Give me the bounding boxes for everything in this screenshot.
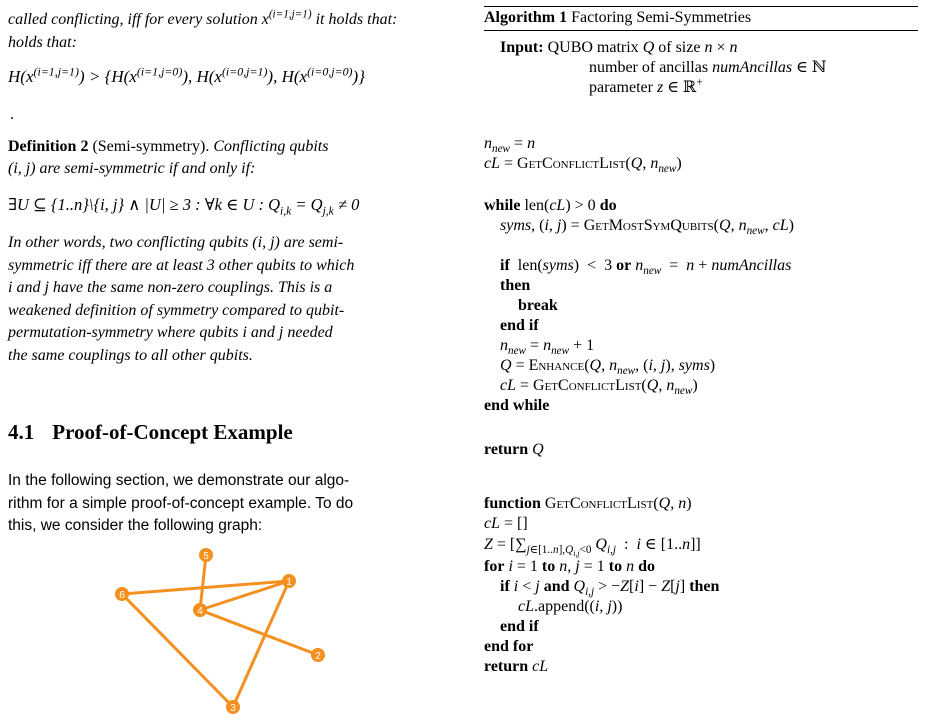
algorithm-caption-rule bbox=[484, 30, 918, 31]
algo-increment: $n_{new} = n_{new} + 1$ bbox=[500, 337, 595, 358]
algorithm-box bbox=[484, 0, 920, 720]
algo-append: cL.append((i, j)) bbox=[518, 598, 623, 615]
definition-name: (Semi-symmetry). bbox=[92, 138, 210, 155]
algorithm-top-rule bbox=[484, 6, 918, 7]
definition-text-b: (i, j) are semi-symmetric if and only if: bbox=[8, 160, 256, 177]
graph-node-label: 6 bbox=[119, 590, 125, 601]
formula-period: . bbox=[10, 106, 14, 123]
algo-line-1: $n_{new} = n$ bbox=[484, 135, 536, 156]
algo-end-if: end if bbox=[500, 317, 539, 334]
text-line: rithm for a simple proof-of-concept example. To do bbox=[8, 494, 354, 512]
algorithm-caption bbox=[484, 8, 751, 28]
algo-enhance: Q = Enhance(Q, $n_{new}$, (i, j), syms) bbox=[500, 357, 716, 378]
graph-node-label: 3 bbox=[230, 703, 236, 714]
algo-return-cl: return cL bbox=[484, 658, 549, 675]
text-line: In other words, two conflicting qubits (i, j) are semi- bbox=[8, 234, 344, 251]
algo-while: while len(cL) > 0 do bbox=[484, 197, 617, 214]
definition-label: Definition 2 bbox=[8, 138, 89, 155]
algo-function: function GetConflictList(Q, n) bbox=[484, 495, 692, 512]
algo-line-2: cL = GetConflictList(Q, $n_{new}$) bbox=[484, 155, 682, 176]
input-line-2: number of ancillas numAncillas ∈ ℕ bbox=[589, 59, 827, 76]
algo-return-q: return Q bbox=[484, 441, 544, 458]
section-heading bbox=[8, 420, 293, 445]
other-words-paragraph bbox=[8, 232, 486, 367]
edge-6-1 bbox=[122, 581, 289, 594]
intro-sup: (i=1,j=1) bbox=[268, 8, 312, 21]
algo-syms: syms, (i, j) = GetMostSymQubits(Q, $n_{new}$, cL) bbox=[500, 217, 794, 238]
algo-conflict-update: cL = GetConflictList(Q, $n_{new}$) bbox=[500, 377, 698, 398]
text-line: In the following section, we demonstrate our algo- bbox=[8, 472, 350, 489]
definition-1-tail bbox=[8, 8, 486, 54]
algo-then: then bbox=[500, 277, 531, 294]
conflict-formula: $H(x^{(i=1,j=1)}) > \{H(x^{(i=1,j=0)})$, $H(x^{(i=0,j=1)})$, $H(x^{(i=0,j=0)})$} bbox=[8, 64, 365, 86]
edge-1-3 bbox=[233, 581, 289, 707]
intro-holds: holds that: bbox=[8, 34, 77, 51]
algo-break: break bbox=[518, 297, 558, 314]
section-title: Proof-of-Concept Example bbox=[52, 420, 293, 444]
algo-end-for: end for bbox=[484, 638, 534, 655]
text-line: permutation-symmetry where qubits i and j needed bbox=[8, 324, 333, 341]
algo-end-while: end while bbox=[484, 397, 550, 414]
algo-inner-if: if i < j and $Q_{i,j} > -Z[i] - Z[j]$ then bbox=[500, 578, 720, 599]
section-number: 4.1 bbox=[8, 420, 35, 444]
algorithm-label: Algorithm 1 bbox=[484, 9, 568, 26]
edge-4-5 bbox=[200, 555, 206, 610]
graph-node-label: 5 bbox=[203, 551, 209, 562]
section-paragraph bbox=[8, 470, 486, 538]
semi-symmetry-formula: ∃U ⊆ {1..n}\{i, j} ∧ |U| ≥ 3 : ∀k ∈ U : $Q_{i,k} = Q_{j,k} \ne 0$ bbox=[8, 195, 360, 218]
example-graph bbox=[8, 535, 490, 720]
algo-cl-init: cL = [] bbox=[484, 515, 528, 532]
algorithm-title: Factoring Semi-Symmetries bbox=[571, 9, 752, 26]
intro-text: called conflicting, iff for every solution x bbox=[8, 11, 269, 28]
intro-tail: it holds that: bbox=[311, 11, 398, 28]
text-line: i and j have the same non-zero couplings. This is a bbox=[8, 279, 333, 296]
text-line: weakened definition of symmetry compared to qubit- bbox=[8, 301, 345, 319]
algo-inner-end-if: end if bbox=[500, 618, 539, 635]
text-line: this, we consider the following graph: bbox=[8, 517, 263, 534]
input-label: Input: bbox=[500, 39, 544, 56]
input-line-3: parameter z ∈ ℝ+ bbox=[589, 76, 703, 96]
text-line: the same couplings to all other qubits. bbox=[8, 346, 253, 364]
algo-for: for i = 1 to n, j = 1 to n do bbox=[484, 558, 655, 575]
text-line: symmetric iff there are at least 3 other qubits to which bbox=[8, 256, 355, 274]
graph-node-label: 2 bbox=[315, 651, 321, 662]
definition-text-a: Conflicting qubits bbox=[213, 138, 329, 155]
graph-node-label: 4 bbox=[197, 606, 203, 617]
edge-6-3 bbox=[122, 594, 233, 707]
algo-if: if len(syms) < 3 or $n_{new} = n$ + numAncillas bbox=[500, 257, 792, 278]
input-line-1: Input: QUBO matrix Q of size n × n bbox=[500, 39, 738, 56]
algo-z-def: $Z = [\sum_{j\in[1..n],Q_{i,j}<0}$ $Q_{i,j}$ : i ∈ [1..n]] bbox=[484, 536, 701, 559]
graph-node-label: 1 bbox=[286, 577, 292, 588]
definition-2 bbox=[8, 136, 486, 180]
